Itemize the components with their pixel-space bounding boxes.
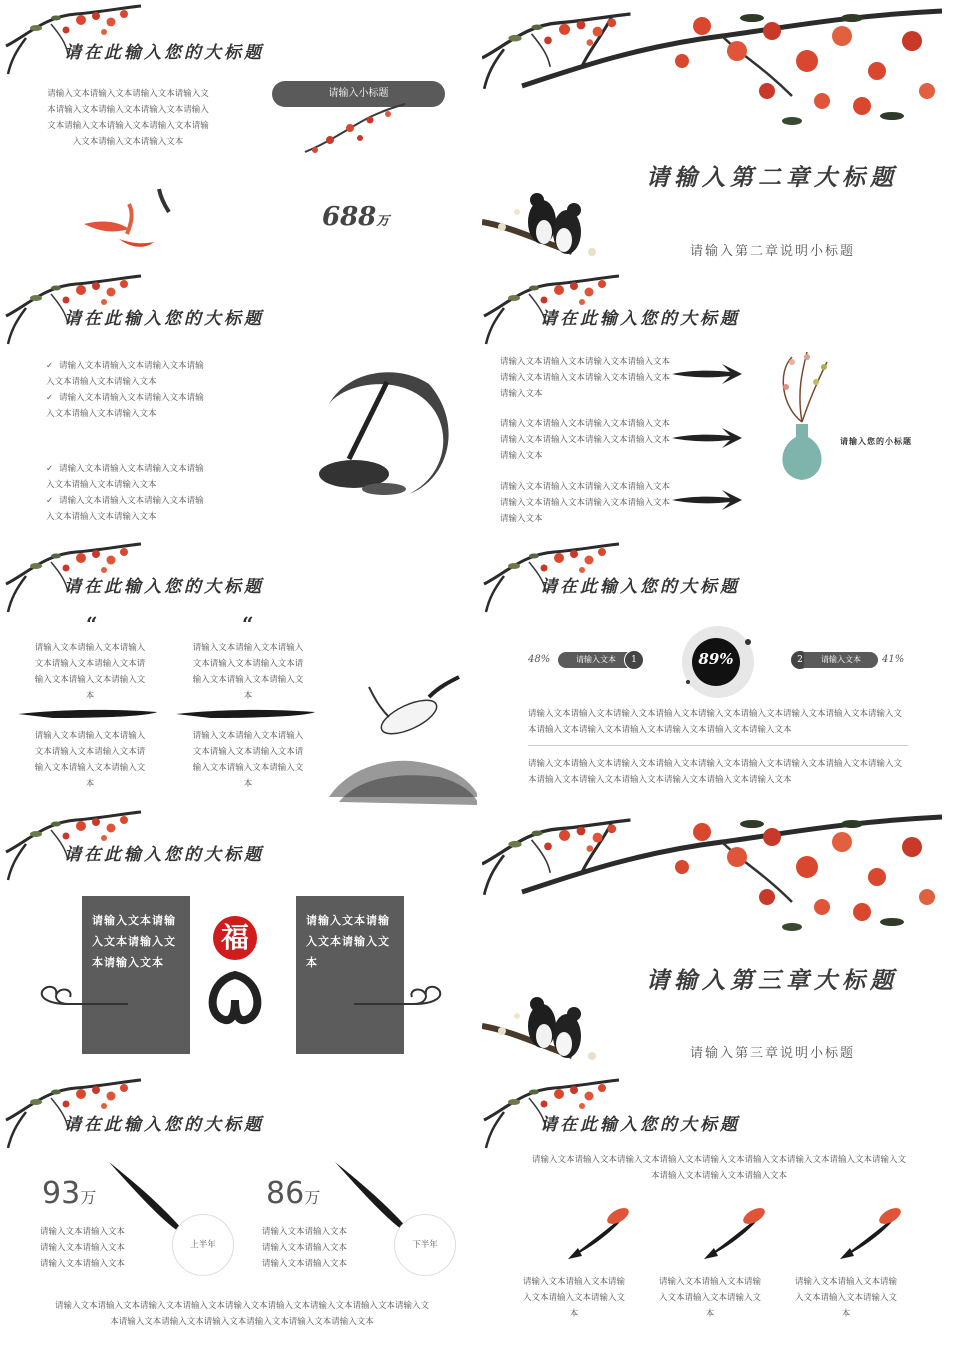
quote-text: 请输入文本请输入文本请输入文本请输入文本请输入文本请输入文本请输入文本请输入文本 [34,643,146,701]
brush-arrow-icon [672,490,742,510]
stat-text: 请输入文本请输入文本请输入文本请输入文本请输入文本请输入文本 [40,1227,126,1269]
stat-unit: 万 [376,214,390,229]
slide-title: 请在此输入您的大标题 [64,845,264,865]
check-icon: ✓ [46,361,54,371]
right-percentage: 41% [882,654,905,665]
cloud-right-decoration [344,982,454,1022]
period-badge: 下半年 [394,1214,456,1276]
chapter-title: 请输入第三章大标题 [646,967,898,994]
slide-title: 请在此输入您的大标题 [540,577,740,597]
top-text: 请输入文本请输入文本请输入文本请输入文本请输入文本请输入文本请输入文本请输入文本请输入文本请输入文本请输入文本请输入文本 [531,1155,906,1181]
quote-mark-icon: “ [86,612,98,636]
chapter-title: 请输入第二章大标题 [646,164,898,191]
slide-title: 请在此输入您的大标题 [64,309,264,329]
slide-3 [4,274,477,542]
quote-mark-icon: “ [242,612,254,636]
text-block: 请输入文本请输入文本请输入文本请输入文本请输入文本请输入文本请输入文本请输入文本请输入文本 [500,357,671,399]
branch-decoration [482,14,622,114]
stat-86: 86万 [266,1176,321,1211]
slide-5 [4,542,477,810]
bird-arrow-icon [840,1204,910,1264]
quote-text: 请输入文本请输入文本请输入文本请输入文本请输入文本请输入文本请输入文本请输入文本 [192,731,304,789]
brush-arrow-icon [672,364,742,384]
brush-divider [176,708,316,720]
vase-icon [772,352,832,482]
body-text: 请输入文本请输入文本请输入文本请输入文本请输入文本请输入文本请输入文本请输入文本请输入文本请输入文本请输入文本请输入文本请输入文本请输入文本 [47,89,209,147]
magpies-decoration [482,182,612,272]
text-block: 请输入文本请输入文本请输入文本请输入文本请输入文本请输入文本请输入文本请输入文本请输入文本 [500,419,671,461]
magpies-decoration [482,986,612,1076]
right-label-pill: 请输入文本 [804,652,878,668]
left-number-badge: 1 [624,650,644,670]
column-text: 请输入文本请输入文本请输入文本请输入文本请输入文本 [658,1277,761,1319]
column-text: 请输入文本请输入文本请输入文本请输入文本请输入文本 [794,1277,897,1319]
check-icon: ✓ [46,496,54,506]
slide-7 [4,810,477,1078]
slide-title: 请在此输入您的大标题 [540,309,740,329]
checklist-item: ✓ 请输入文本请输入文本请输入文本请输入文本请输入文本请输入文本 [46,393,204,419]
crane-ink-decoration [319,677,477,807]
branch-decoration [482,820,622,920]
subtitle-pill: 请输入小标题 [272,81,445,107]
stat-value: 688 [322,202,377,232]
brush-divider [18,708,158,720]
divider [528,745,908,746]
slide-8 [482,810,955,1078]
checklist-item: ✓ 请输入文本请输入文本请输入文本请输入文本请输入文本请输入文本 [46,464,204,490]
right-number-badge: 2 [790,650,810,670]
stat-text: 请输入文本请输入文本请输入文本请输入文本请输入文本请输入文本 [262,1227,348,1269]
checklist-item: ✓ 请输入文本请输入文本请输入文本请输入文本请输入文本请输入文本 [46,361,204,387]
text-box-left: 请输入文本请输入文本请输入文本请输入文本 [82,896,190,1054]
vase-label: 请输入您的小标题 [840,436,912,446]
period-badge: 上半年 [172,1214,234,1276]
cloud-left-decoration [28,982,138,1022]
center-percentage: 89% [698,650,734,668]
bird-arrow-icon [568,1204,638,1264]
slide-10 [482,1078,955,1346]
slide-title: 请在此输入您的大标题 [64,43,264,63]
quote-text: 请输入文本请输入文本请输入文本请输入文本请输入文本请输入文本请输入文本请输入文本 [192,643,304,701]
slide-title: 请在此输入您的大标题 [540,1115,740,1135]
slide-9 [4,1078,477,1346]
quote-text: 请输入文本请输入文本请输入文本请输入文本请输入文本请输入文本请输入文本请输入文本 [34,731,146,789]
stat-93: 93万 [42,1176,97,1211]
slide-2 [482,4,955,272]
text-box-right: 请输入文本请输入文本请输入文本 [296,896,404,1054]
bird-arrow-icon [704,1204,774,1264]
slide-1 [4,4,477,272]
checklist-item: ✓ 请输入文本请输入文本请输入文本请输入文本请输入文本请输入文本 [46,496,204,522]
chapter-subtitle: 请输入第二章说明小标题 [690,244,856,259]
chapter-subtitle: 请输入第三章说明小标题 [690,1046,856,1061]
paragraph: 请输入文本请输入文本请输入文本请输入文本请输入文本请输入文本请输入文本请输入文本请输入文本请输入文本请输入文本请输入文本请输入文本请输入文本请输入文本 [528,759,903,785]
stat-688 [322,202,389,232]
plum-blossom-decoration [300,102,410,162]
check-icon: ✓ [46,464,54,474]
check-icon: ✓ [46,393,54,403]
ink-circle-brush-decoration [309,364,469,514]
column-text: 请输入文本请输入文本请输入文本请输入文本请输入文本 [522,1277,625,1319]
ink-knot-decoration [200,970,270,1030]
text-block: 请输入文本请输入文本请输入文本请输入文本请输入文本请输入文本请输入文本请输入文本请输入文本 [500,482,671,524]
slide-title: 请在此输入您的大标题 [64,1115,264,1135]
paragraph: 请输入文本请输入文本请输入文本请输入文本请输入文本请输入文本请输入文本请输入文本请输入文本请输入文本请输入文本请输入文本请输入文本请输入文本请输入文本 [528,709,903,735]
left-label-pill: 请输入文本 [558,652,634,668]
fu-seal-icon: 福 [213,916,257,960]
slide-title: 请在此输入您的大标题 [64,577,264,597]
slide-6 [482,542,955,810]
brush-arrow-icon [672,428,742,448]
koi-fish-decoration [79,184,179,254]
slide-4 [482,274,955,542]
left-percentage: 48% [528,654,551,665]
footer-text: 请输入文本请输入文本请输入文本请输入文本请输入文本请输入文本请输入文本请输入文本请输入文本请输入文本请输入文本请输入文本请输入文本请输入文本请输入文本 [54,1301,429,1327]
